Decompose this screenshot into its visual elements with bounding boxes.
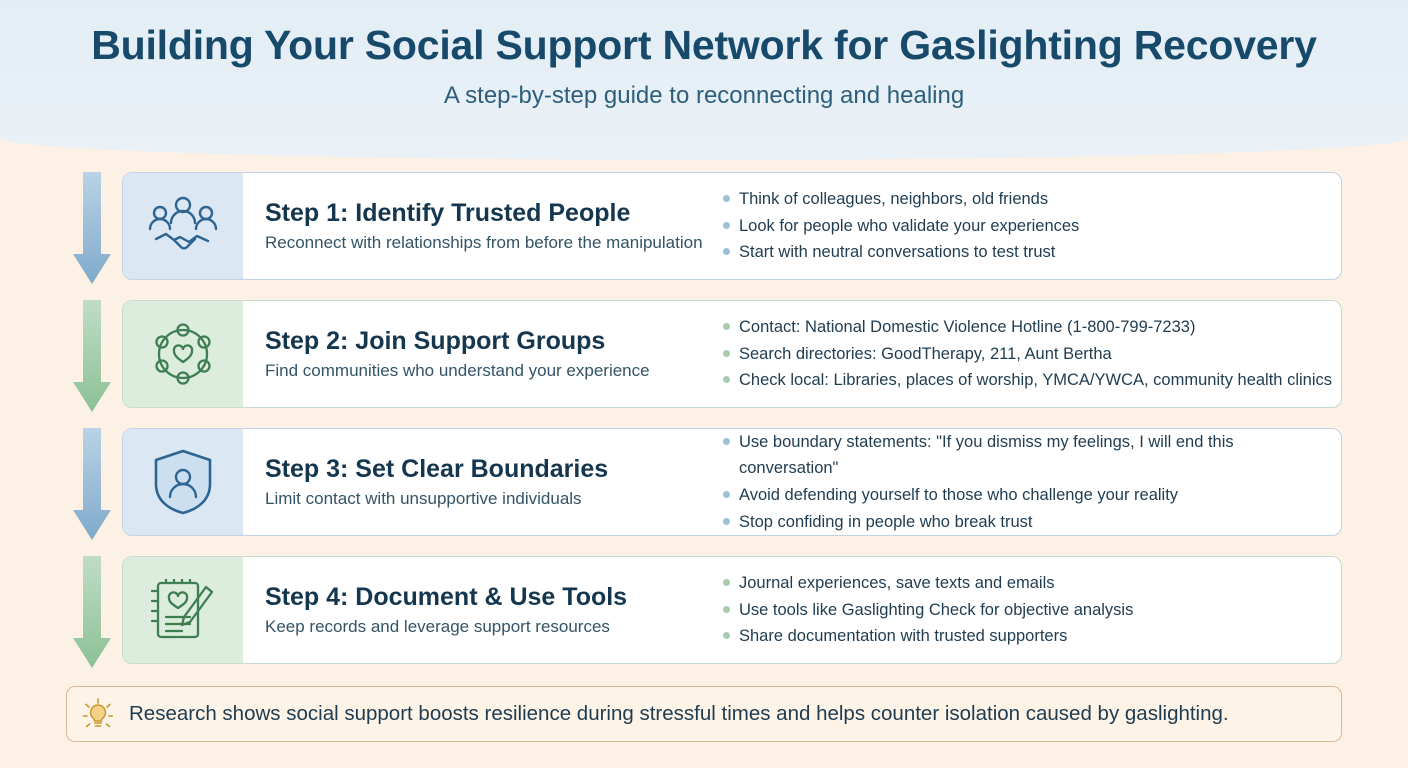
research-note-text: Research shows social support boosts resilience during stressful times and helps counter isolation caused by gaslighting. [129,702,1229,725]
bullet-dot-icon [723,606,730,613]
list-item [723,367,1333,394]
step-title: Step 1: Identify Trusted People [265,199,631,228]
list-item [723,482,1333,509]
bullet-text: Journal experiences, save texts and emails [739,573,1055,592]
bullet-text: Check local: Libraries, places of worship, YMCA/YWCA, community health clinics [739,371,1332,390]
step-row [0,168,1408,296]
bullet-dot-icon [723,222,730,229]
bullet-dot-icon [723,632,730,639]
down-arrow-icon [72,428,112,544]
support-circle-heart-icon [123,301,243,407]
shield-person-icon [123,429,243,535]
bullet-dot-icon [723,323,730,330]
bullet-dot-icon [723,195,730,202]
step-subtitle: Find communities who understand your experience [265,360,650,380]
list-item [723,509,1333,536]
bullet-text: Search directories: GoodTherapy, 211, Aunt Bertha [739,344,1112,363]
bullet-dot-icon [723,376,730,383]
list-item [723,623,1333,650]
bullet-dot-icon [723,491,730,498]
step-row [0,296,1408,424]
down-arrow-icon [72,172,112,288]
list-item [723,570,1333,597]
step-bullet-list [717,429,1341,535]
bullet-text: Stop confiding in people who break trust [739,512,1033,531]
step-subtitle: Keep records and leverage support resources [265,616,610,636]
step-title: Step 4: Document & Use Tools [265,583,628,612]
step-card[interactable] [122,428,1342,536]
step-heading-block [243,301,717,407]
step-title: Step 2: Join Support Groups [265,327,606,356]
list-item [723,239,1333,266]
step-subtitle: Limit contact with unsupportive individuals [265,488,582,508]
bullet-text: Contact: National Domestic Violence Hotline (1-800-799-7233) [739,317,1196,336]
journal-pencil-icon [123,557,243,663]
step-card[interactable] [122,556,1342,664]
step-subtitle: Reconnect with relationships from before the manipulation [265,232,703,252]
bullet-text: Use boundary statements: "If you dismiss my feelings, I will end this conversation" [739,432,1234,478]
steps-list [0,168,1408,680]
bullet-text: Start with neutral conversations to test trust [739,243,1056,262]
step-bullet-list [717,173,1341,279]
step-title: Step 3: Set Clear Boundaries [265,455,609,484]
step-row [0,552,1408,680]
list-item [723,429,1333,482]
step-card[interactable] [122,172,1342,280]
step-bullet-list [717,557,1341,663]
step-card[interactable] [122,300,1342,408]
bullet-dot-icon [723,579,730,586]
page-subtitle: A step-by-step guide to reconnecting and healing [443,82,965,109]
list-item [723,186,1333,213]
bullet-dot-icon [723,248,730,255]
bullet-text: Look for people who validate your experiences [739,216,1080,235]
list-item [723,341,1333,368]
bullet-text: Use tools like Gaslighting Check for objective analysis [739,600,1134,619]
list-item [723,314,1333,341]
bullet-text: Share documentation with trusted supporters [739,627,1068,646]
page-title: Building Your Social Support Network for Gaslighting Recovery [91,22,1317,68]
bullet-dot-icon [723,518,730,525]
down-arrow-icon [72,556,112,672]
step-heading-block [243,557,717,663]
step-row [0,424,1408,552]
research-note [66,686,1342,742]
bullet-text: Avoid defending yourself to those who challenge your reality [739,486,1179,504]
step-bullet-list [717,301,1341,407]
down-arrow-icon [72,300,112,416]
list-item [723,213,1333,240]
bullet-dot-icon [723,350,730,357]
people-handshake-icon [123,173,243,279]
lightbulb-icon [67,697,129,731]
step-heading-block [243,173,717,279]
list-item [723,597,1333,624]
step-heading-block [243,429,717,535]
bullet-text: Think of colleagues, neighbors, old friends [739,189,1049,208]
header-banner [0,0,1408,160]
bullet-dot-icon [723,438,730,445]
